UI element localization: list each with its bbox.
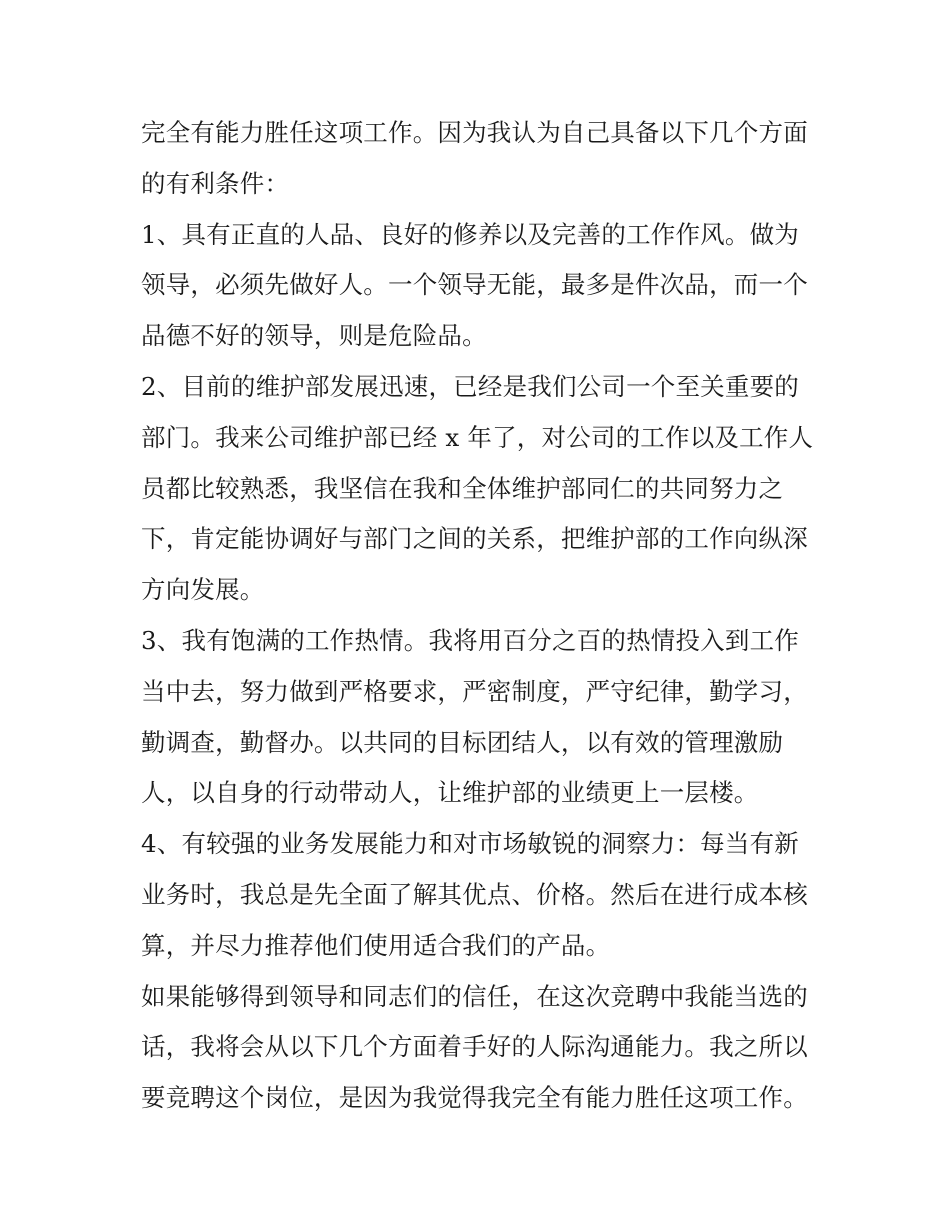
text-line: 方向发展。 (141, 575, 265, 605)
text-line: 算，并尽力推荐他们使用适合我们的产品。 (141, 930, 611, 960)
text-line: 的有利条件： (141, 168, 290, 198)
text-line: 3、我有饱满的工作热情。我将用百分之百的热情投入到工作 (141, 625, 799, 655)
text-line: 4、有较强的业务发展能力和对市场敏锐的洞察力：每当有新 (141, 829, 799, 859)
text-line: 勤调查，勤督办。以共同的目标团结人，以有效的管理激励 (141, 727, 784, 757)
text-line: 人，以自身的行动带动人，让维护部的业绩更上一层楼。 (141, 778, 759, 808)
text-line: 业务时，我总是先全面了解其优点、价格。然后在进行成本核 (141, 879, 808, 909)
document-body (141, 108, 831, 1124)
text-line: 完全有能力胜任这项工作。因为我认为自己具备以下几个方面 (141, 118, 808, 147)
text-line: 1、具有正直的人品、良好的修养以及完善的工作作风。做为 (141, 219, 799, 249)
text-line: 下，肯定能协调好与部门之间的关系，把维护部的工作向纵深 (141, 524, 808, 554)
text-line: 品德不好的领导，则是危险品。 (141, 321, 487, 351)
text-line: 话，我将会从以下几个方面着手好的人际沟通能力。我之所以 (141, 1032, 808, 1062)
text-line: 领导，必须先做好人。一个领导无能，最多是件次品，而一个 (141, 270, 808, 300)
text-line: 员都比较熟悉，我坚信在我和全体维护部同仁的共同努力之 (141, 473, 784, 503)
text-line: 当中去，努力做到严格要求，严密制度，严守纪律，勤学习， (141, 676, 808, 706)
text-line: 如果能够得到领导和同志们的信任，在这次竞聘中我能当选的 (141, 981, 808, 1011)
text-line: 要竞聘这个岗位，是因为我觉得我完全有能力胜任这项工作。 (141, 1083, 808, 1113)
text-line: 2、目前的维护部发展迅速，已经是我们公司一个至关重要的 (141, 371, 799, 401)
text-line: 部门。我来公司维护部已经 x 年了，对公司的工作以及工作人 (141, 422, 814, 452)
